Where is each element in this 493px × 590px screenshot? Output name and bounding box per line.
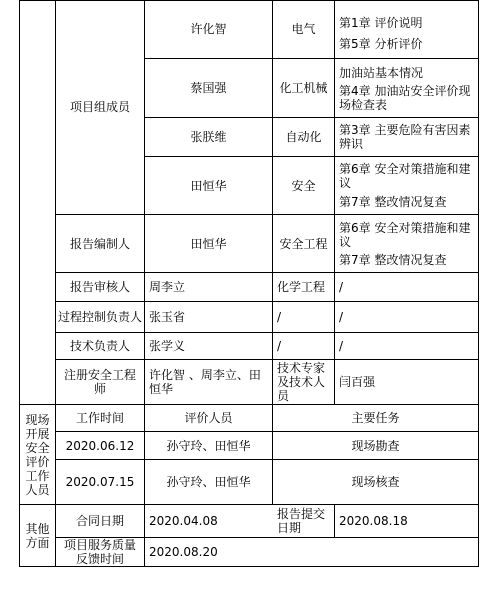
member-duty: 第7章 整改情况复查 — [339, 195, 447, 209]
feedback-date: 2020.08.20 — [149, 545, 218, 559]
expert-name: 闫百强 — [339, 375, 376, 389]
member-specialty: 电气 — [291, 22, 316, 36]
member-specialty: 安全 — [291, 178, 316, 193]
reviewer-label: 报告审核人 — [69, 280, 130, 294]
expert-label: 技术专家及技术人员 — [277, 361, 326, 403]
reviewer-name: 周李立 — [149, 280, 186, 294]
compiler-duty: 第7章 整改情况复查 — [339, 253, 447, 267]
safety-engineer-label: 注册安全工程师 — [64, 368, 137, 396]
member-specialty: 化工机械 — [279, 81, 328, 95]
member-name: 田恒华 — [190, 178, 227, 193]
field-header-people: 评价人员 — [184, 411, 233, 425]
field-header-task: 主要任务 — [351, 411, 400, 425]
compiler-name: 田恒华 — [190, 236, 227, 251]
member-name: 张朕维 — [190, 130, 227, 144]
field-header-date: 工作时间 — [75, 411, 124, 425]
process-control-specialty: / — [277, 310, 282, 324]
safety-engineer-names: 许化智 、周李立、田恒华 — [149, 368, 261, 396]
process-control-label: 过程控制负责人 — [58, 310, 143, 324]
field-people: 孙守玲、田恒华 — [166, 475, 251, 489]
feedback-label: 项目服务质量反馈时间 — [63, 538, 136, 566]
tech-lead-label: 技术负责人 — [69, 339, 130, 353]
contract-date-label: 合同日期 — [75, 514, 124, 528]
compiler-label: 报告编制人 — [69, 236, 130, 251]
submit-date: 2020.08.18 — [339, 514, 408, 528]
compiler-specialty: 安全工程 — [279, 236, 328, 251]
compiler-duty: 第6章 安全对策措施和建议 — [339, 221, 471, 249]
field-section-label: 现场开展安全评价工作人员 — [25, 412, 50, 497]
tech-lead-duty: / — [339, 339, 344, 353]
member-name: 许化智 — [190, 22, 227, 36]
process-control-name: 张玉省 — [149, 310, 186, 324]
member-specialty: 自动化 — [285, 130, 322, 144]
field-date: 2020.06.12 — [65, 438, 135, 453]
other-section-label: 其他方面 — [25, 521, 50, 550]
field-task: 现场核查 — [351, 475, 400, 489]
field-task: 现场勘查 — [351, 438, 400, 453]
field-people: 孙守玲、田恒华 — [166, 438, 251, 453]
member-duty: 第4章 加油站安全评价现场检查表 — [339, 84, 471, 112]
member-name: 蔡国强 — [190, 81, 227, 95]
team-section-label: 项目组成员 — [69, 100, 130, 114]
member-duty: 加油站基本情况 — [339, 66, 424, 80]
reviewer-duty: / — [339, 280, 344, 294]
reviewer-specialty: 化学工程 — [277, 280, 326, 294]
submit-date-label: 报告提交日期 — [277, 507, 326, 535]
field-date: 2020.07.15 — [65, 475, 135, 489]
process-control-duty: / — [339, 310, 344, 324]
member-duty: 第3章 主要危险有害因素辨识 — [339, 123, 471, 151]
tech-lead-name: 张学义 — [149, 339, 186, 353]
contract-date: 2020.04.08 — [149, 514, 218, 528]
member-duty: 第6章 安全对策措施和建议 — [339, 162, 471, 190]
tech-lead-specialty: / — [277, 339, 282, 353]
member-duty: 第1章 评价说明 — [339, 16, 423, 30]
member-duty: 第5章 分析评价 — [339, 37, 423, 51]
